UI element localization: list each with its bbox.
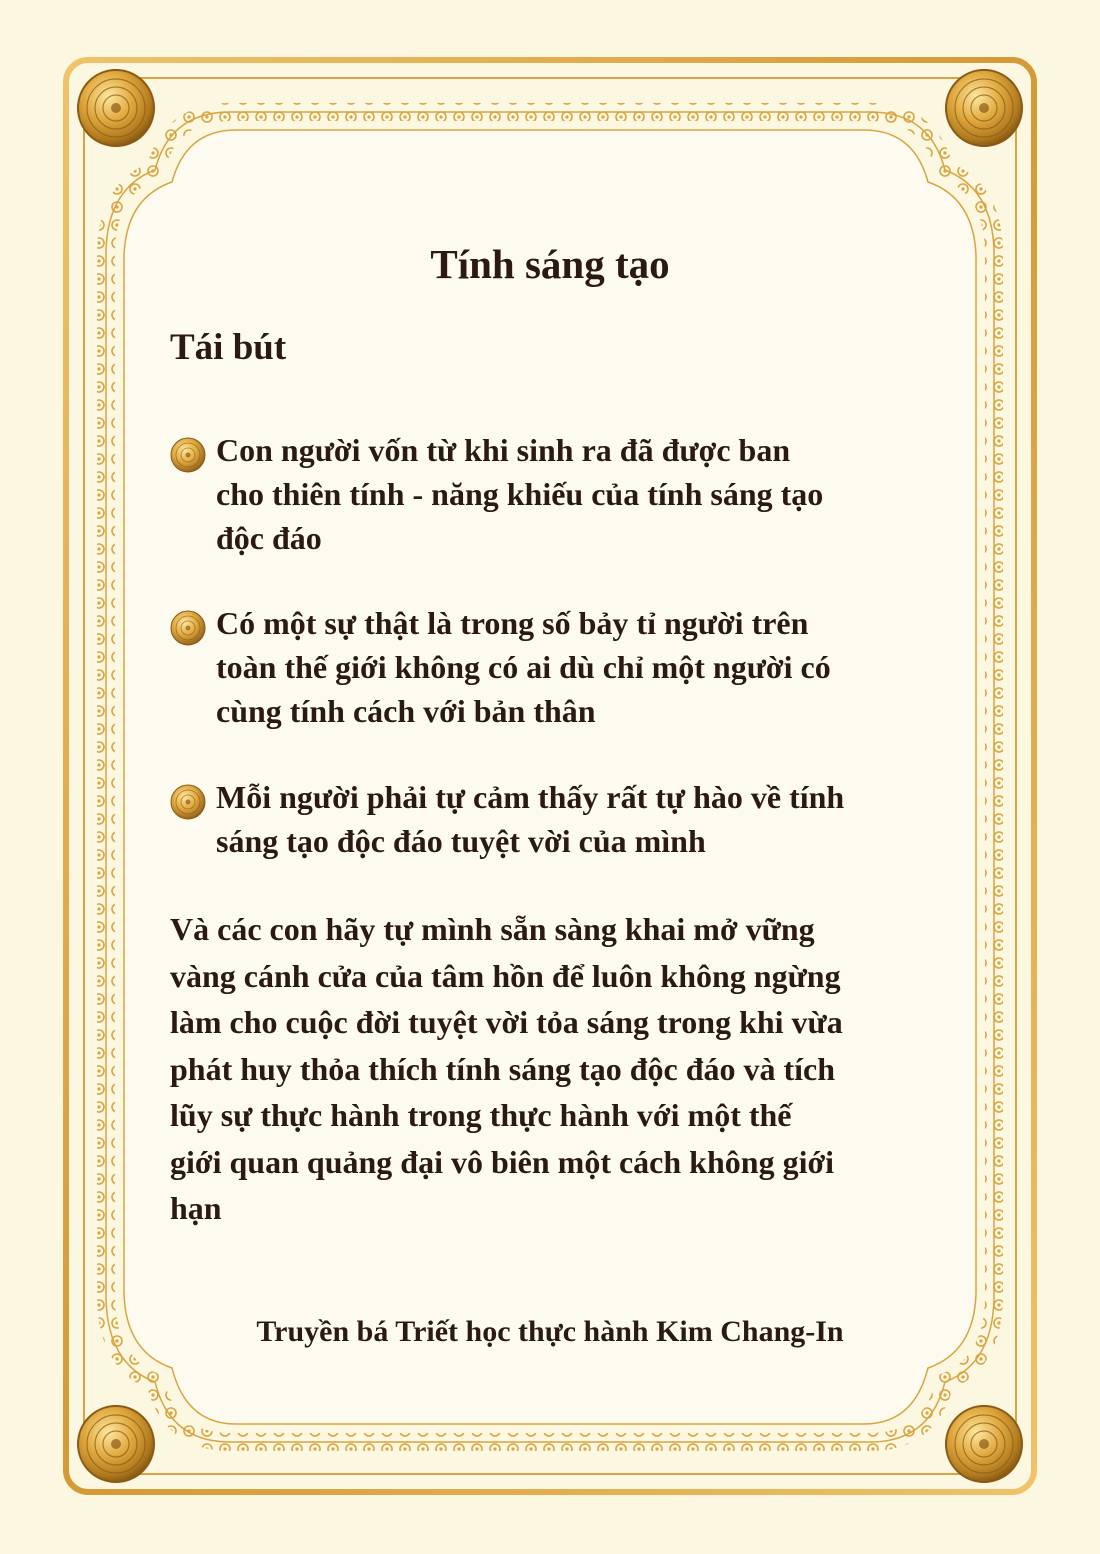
gold-coin-icon (170, 784, 206, 820)
bullet-item (170, 775, 940, 863)
closing-paragraph: Và các con hãy tự mình sẵn sàng khai mở vững vàng cánh cửa của tâm hồn để luôn không ngừng làm cho cuộc đời tuyệt vời tỏa sáng trong khi vừa phát huy thỏa thích tính sáng tạo độc đáo và tích lũy sự thực hành trong thực hành với một thế giới quan quảng đại vô biên một cách không giới hạn (170, 911, 843, 1226)
bullet-text: Có một sự thật là trong số bảy tỉ người trên toàn thế giới không có ai dù chỉ một người có cùng tính cách với bản thân (216, 605, 831, 729)
page-title: Tính sáng tạo (430, 241, 670, 287)
bullet-item (170, 428, 940, 560)
signature: Truyền bá Triết học thực hành Kim Chang-In (256, 1315, 844, 1348)
bullet-item (170, 601, 940, 733)
bullet-text: Con người vốn từ khi sinh ra đã được ban cho thiên tính - năng khiếu của tính sáng tạo độc đáo (216, 432, 824, 556)
gold-coin-icon (170, 437, 206, 473)
page-subtitle: Tái bút (170, 327, 287, 368)
gold-coin-icon (170, 610, 206, 646)
bullet-text: Mỗi người phải tự cảm thấy rất tự hào về tính sáng tạo độc đáo tuyệt vời của mình (216, 779, 845, 859)
